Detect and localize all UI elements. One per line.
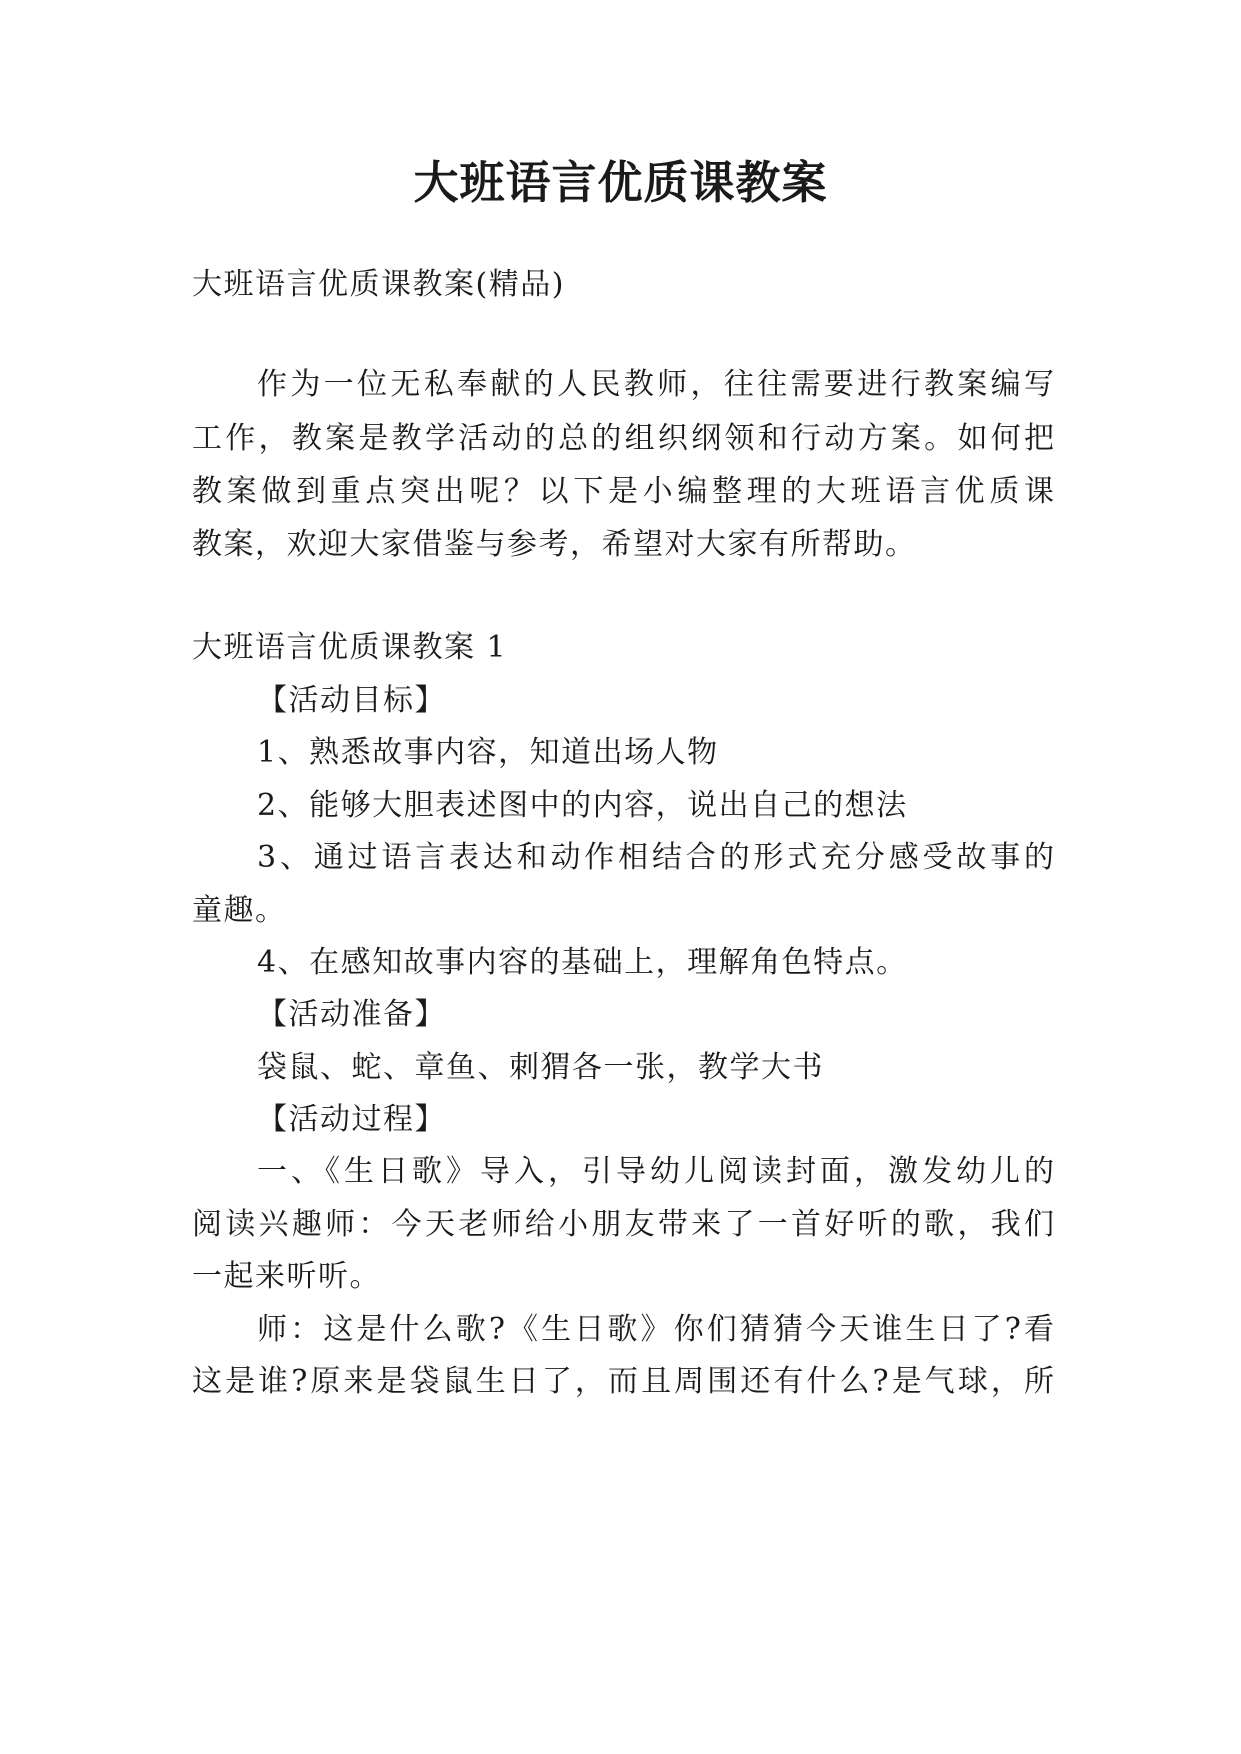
intro-line: 工作，教案是教学活动的总的组织纲领和行动方案。如何把 [192, 421, 1054, 456]
process-line: 一起来听听。 [192, 1259, 381, 1294]
process-line: 这是谁?原来是袋鼠生日了，而且周围还有什么?是气球，所 [192, 1364, 1054, 1399]
intro-line: 作为一位无私奉献的人民教师，往往需要进行教案编写 [257, 367, 1054, 402]
intro-line: 教案，欢迎大家借鉴与参考，希望对大家有所帮助。 [192, 527, 917, 562]
goals-heading: 【活动目标】 [257, 683, 446, 718]
process-heading: 【活动过程】 [257, 1102, 446, 1137]
prep-heading: 【活动准备】 [257, 997, 446, 1032]
process-line: 一、《生日歌》导入，引导幼儿阅读封面，激发幼儿的 [257, 1154, 1054, 1189]
goal-item: 2、能够大胆表述图中的内容，说出自己的想法 [257, 788, 908, 823]
intro-line: 教案做到重点突出呢？以下是小编整理的大班语言优质课 [192, 474, 1054, 509]
goal-item: 3、通过语言表达和动作相结合的形式充分感受故事的 [257, 840, 1054, 875]
prep-text: 袋鼠、蛇、章鱼、刺猬各一张，教学大书 [257, 1050, 824, 1085]
document-title: 大班语言优质课教案 [413, 156, 828, 209]
process-line: 阅读兴趣师：今天老师给小朋友带来了一首好听的歌，我们 [192, 1207, 1054, 1242]
section-title: 大班语言优质课教案 1 [192, 630, 508, 665]
goal-item-continued: 童趣。 [192, 893, 287, 928]
goal-item: 1、熟悉故事内容，知道出场人物 [257, 735, 719, 770]
document-subtitle: 大班语言优质课教案(精品) [192, 267, 565, 302]
process-line: 师：这是什么歌?《生日歌》你们猜猜今天谁生日了?看 [257, 1312, 1054, 1347]
goal-item: 4、在感知故事内容的基础上，理解角色特点。 [257, 945, 908, 980]
